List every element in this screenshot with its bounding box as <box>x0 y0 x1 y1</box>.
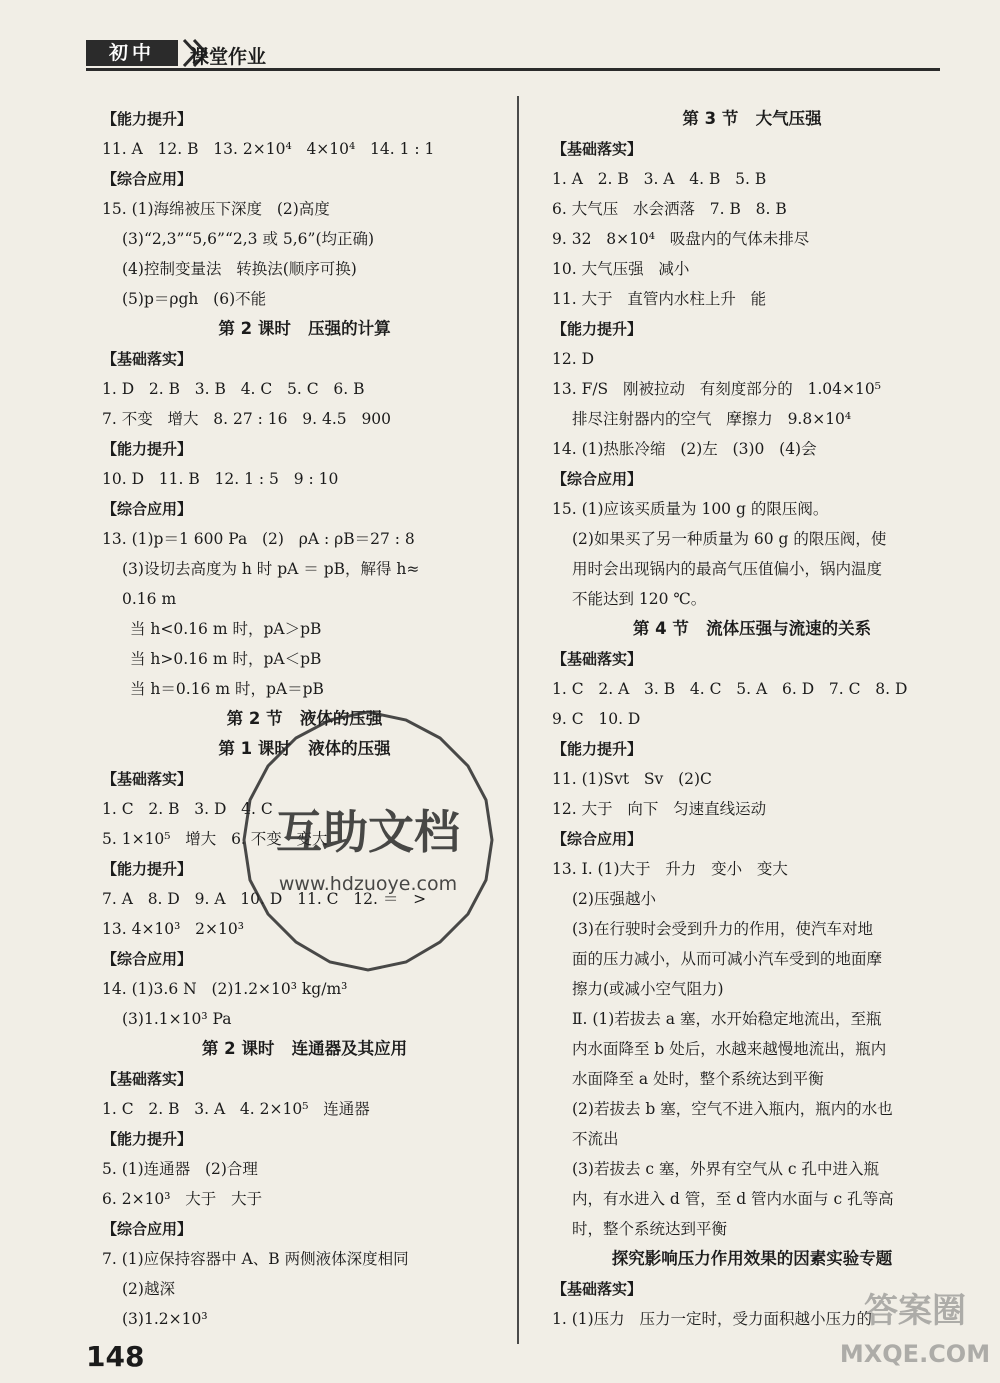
watermark-bottom: MXQE.COM <box>839 1340 991 1368</box>
section-heading: 【基础落实】 <box>102 350 193 368</box>
answer-line: 1. (1)压力 压力一定时，受力面积越小压力的 <box>552 1310 872 1328</box>
answer-line: 7. 不变 增大 8. 27 : 16 9. 4.5 900 <box>102 410 392 428</box>
answer-line: (3)在行驶时会受到升力的作用，使汽车对地 <box>572 920 873 938</box>
lesson-title: 第 1 课时 液体的压强 <box>218 739 391 758</box>
lesson-title: 第 3 节 大气压强 <box>682 109 822 128</box>
answer-line: 1. C 2. A 3. B 4. C 5. A 6. D 7. C 8. D <box>552 680 908 698</box>
answer-line: 15. (1)海绵被压下深度 (2)高度 <box>102 200 330 218</box>
answer-line: 内，有水进入 d 管，至 d 管内水面与 c 孔等高 <box>572 1190 894 1208</box>
section-heading: 【能力提升】 <box>552 740 643 758</box>
grade-badge: 初中 <box>86 40 178 66</box>
lesson-title: 探究影响压力作用效果的因素实验专题 <box>611 1249 893 1268</box>
answer-line: 9. C 10. D <box>552 710 641 728</box>
section-heading: 【能力提升】 <box>102 1130 193 1148</box>
answer-line: 11. A 12. B 13. 2×10⁴ 4×10⁴ 14. 1 : 1 <box>102 140 435 158</box>
answer-line: 12. D <box>552 350 595 368</box>
section-heading: 【基础落实】 <box>552 140 643 158</box>
right-column <box>552 104 952 1334</box>
answer-line: (3)若拔去 c 塞，外界有空气从 c 孔中进入瓶 <box>572 1160 880 1178</box>
section-heading: 【基础落实】 <box>552 650 643 668</box>
answer-line: 排尽注射器内的空气 摩擦力 9.8×10⁴ <box>572 410 852 428</box>
stamp-title: 互助文档 <box>276 805 460 859</box>
section-heading: 【能力提升】 <box>102 860 193 878</box>
answer-line: 14. (1)热胀冷缩 (2)左 (3)0 (4)会 <box>552 440 817 458</box>
section-heading: 【综合应用】 <box>102 500 193 518</box>
section-heading: 【综合应用】 <box>552 470 643 488</box>
page-number: 148 <box>86 1340 145 1373</box>
answer-line: 11. (1)Svt Sv (2)C <box>552 770 712 788</box>
answer-line: (3)“2,3”“5,6”“2,3 或 5,6”(均正确) <box>122 230 375 248</box>
answer-line: 面的压力减小，从而可减小汽车受到的地面摩 <box>572 950 883 968</box>
column-divider <box>517 96 519 1344</box>
section-heading: 【综合应用】 <box>102 170 193 188</box>
answer-line: (5)p＝ρgh (6)不能 <box>122 290 267 308</box>
lesson-title: 第 2 课时 连通器及其应用 <box>201 1039 408 1058</box>
answer-line: 1. C 2. B 3. A 4. 2×10⁵ 连通器 <box>102 1100 370 1118</box>
answer-line: 擦力(或减小空气阻力) <box>572 980 724 998</box>
section-heading: 【综合应用】 <box>552 830 643 848</box>
answer-line: 6. 2×10³ 大于 大于 <box>102 1190 263 1208</box>
answer-line: (2)压强越小 <box>572 890 656 908</box>
watermark-top: 答案圈 <box>864 1291 966 1331</box>
answer-line: 13. F/S 刚被拉动 有刻度部分的 1.04×10⁵ <box>552 380 881 398</box>
answer-line: 1. C 2. B 3. D 4. C <box>102 800 273 818</box>
answer-line: 10. D 11. B 12. 1 : 5 9 : 10 <box>102 470 339 488</box>
page-header <box>86 38 940 70</box>
answer-line: (4)控制变量法 转换法(顺序可换) <box>122 260 357 278</box>
answer-line: Ⅱ. (1)若拔去 a 塞，水开始稳定地流出，至瓶 <box>572 1010 882 1028</box>
answer-line: 当 h>0.16 m 时，pA＜pB <box>130 650 322 668</box>
answer-line: 10. 大气压强 减小 <box>552 260 690 278</box>
lesson-title: 第 4 节 流体压强与流速的关系 <box>632 619 872 638</box>
section-heading: 【基础落实】 <box>102 1070 193 1088</box>
answer-line: 不流出 <box>572 1130 619 1148</box>
answer-line: 6. 大气压 水会洒落 7. B 8. B <box>552 200 787 218</box>
section-heading: 【基础落实】 <box>102 770 193 788</box>
section-heading: 【能力提升】 <box>102 440 193 458</box>
answer-line: 当 h＝0.16 m 时，pA＝pB <box>130 680 324 698</box>
answer-line: (2)越深 <box>122 1280 175 1298</box>
lesson-title: 第 2 节 液体的压强 <box>226 709 383 728</box>
answer-line: (3)设切去高度为 h 时 pA ＝ pB，解得 h≈ <box>122 560 420 578</box>
answer-line: 13. (1)p＝1 600 Pa (2) ρA : ρB＝27 : 8 <box>102 530 415 548</box>
answer-line: (3)1.2×10³ <box>122 1310 208 1328</box>
answer-line: 11. 大于 直管内水柱上升 能 <box>552 290 767 308</box>
answer-line: 13. 4×10³ 2×10³ <box>102 920 244 938</box>
answer-line: 12. 大于 向下 匀速直线运动 <box>552 800 767 818</box>
answer-line: 时，整个系统达到平衡 <box>572 1220 728 1238</box>
answer-line: 不能达到 120 ℃。 <box>572 590 707 608</box>
answer-line: 用时会出现锅内的最高气压值偏小，锅内温度 <box>572 560 883 578</box>
answer-line: 当 h<0.16 m 时，pA＞pB <box>130 620 322 638</box>
answer-line: 14. (1)3.6 N (2)1.2×10³ kg/m³ <box>102 980 348 998</box>
answer-line: 0.16 m <box>122 590 177 608</box>
answer-line: (3)1.1×10³ Pa <box>122 1010 232 1028</box>
answer-line: 7. A 8. D 9. A 10. D 11. C 12. ＝ > <box>102 890 427 908</box>
answer-line: 9. 32 8×10⁴ 吸盘内的气体未排尽 <box>552 230 810 248</box>
answer-line: 1. D 2. B 3. B 4. C 5. C 6. B <box>102 380 365 398</box>
corner-watermark <box>835 1278 995 1378</box>
answer-line: (2)如果买了另一种质量为 60 g 的限压阀，使 <box>572 530 887 548</box>
book-title: 课堂作业 <box>190 46 267 68</box>
watermark-stamp <box>228 700 508 990</box>
answer-line: 水面降至 a 处时，整个系统达到平衡 <box>572 1070 824 1088</box>
lesson-title: 第 2 课时 压强的计算 <box>218 319 391 338</box>
answer-line: 1. A 2. B 3. A 4. B 5. B <box>552 170 767 188</box>
answer-line: 5. 1×10⁵ 增大 6. 不变 变大 <box>102 830 328 848</box>
section-heading: 【能力提升】 <box>102 110 193 128</box>
answer-line: 13. Ⅰ. (1)大于 升力 变小 变大 <box>552 860 788 878</box>
answer-line: 7. (1)应保持容器中 A、B 两侧液体深度相同 <box>102 1250 409 1268</box>
answer-line: 内水面降至 b 处后，水越来越慢地流出，瓶内 <box>572 1040 887 1058</box>
header-rule <box>86 68 940 71</box>
stamp-url: www.hdzuoye.com <box>278 873 458 895</box>
answer-line: (2)若拔去 b 塞，空气不进入瓶内，瓶内的水也 <box>572 1100 893 1118</box>
answer-line: 15. (1)应该买质量为 100 g 的限压阀。 <box>552 500 829 518</box>
section-heading: 【综合应用】 <box>102 950 193 968</box>
section-heading: 【基础落实】 <box>552 1280 643 1298</box>
answer-line: 5. (1)连通器 (2)合理 <box>102 1160 258 1178</box>
section-heading: 【能力提升】 <box>552 320 643 338</box>
section-heading: 【综合应用】 <box>102 1220 193 1238</box>
